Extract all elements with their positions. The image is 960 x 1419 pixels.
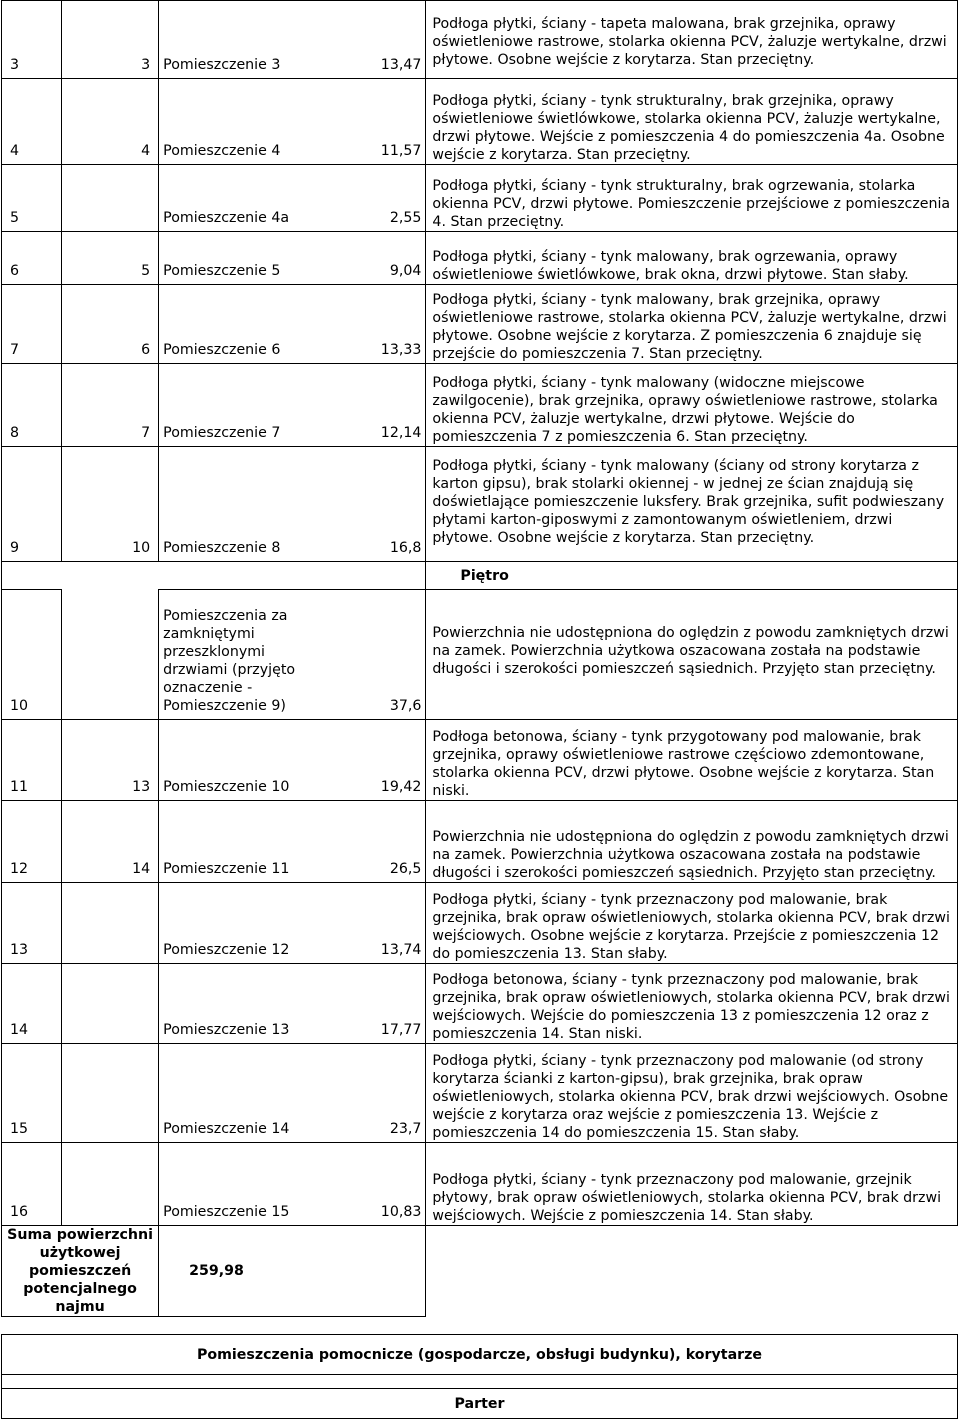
row-number <box>62 1044 159 1143</box>
room-name: Pomieszczenie 13 <box>163 1022 290 1038</box>
summary-label: Suma powierzchni użytkowej pomieszczeń potencjalnego najmu <box>2 1226 159 1317</box>
pietro-row <box>2 562 958 590</box>
row-number: 6 <box>62 285 159 364</box>
table-row <box>2 1 958 79</box>
room-area: 10,83 <box>380 1204 422 1220</box>
row-name <box>159 964 426 1044</box>
row-name <box>159 1143 426 1226</box>
row-name <box>159 364 426 447</box>
floor-label-parter: Parter <box>2 1389 958 1419</box>
section-row <box>2 1335 958 1375</box>
table-row <box>2 232 958 285</box>
room-name: Pomieszczenie 4a <box>163 210 290 226</box>
row-name <box>159 285 426 364</box>
row-number <box>62 964 159 1044</box>
table-row <box>2 165 958 232</box>
row-number <box>62 590 159 720</box>
row-lp: 14 <box>2 964 62 1044</box>
room-area: 23,7 <box>389 1121 422 1137</box>
row-name <box>159 720 426 801</box>
room-name: Pomieszczenie 11 <box>163 861 290 877</box>
table-row <box>2 964 958 1044</box>
row-description: Podłoga płytki, ściany - tynk przeznaczony pod malowanie, brak grzejnika, brak opraw oświetleniowych, stolarka okienna PCV, brak drzwi wejściowych. Osobne wejście z korytarza. Przejście z pomieszczenia 12 do pomieszczenia 13. Stan słaby. <box>426 883 958 964</box>
room-name: Pomieszczenie 10 <box>163 779 290 795</box>
row-name <box>159 79 426 165</box>
summary-desc <box>426 1226 958 1317</box>
row-lp: 6 <box>2 232 62 285</box>
summary-row <box>2 1226 958 1317</box>
room-name: Pomieszczenie 15 <box>163 1204 290 1220</box>
gap-cell <box>2 1375 958 1389</box>
row-lp: 11 <box>2 720 62 801</box>
table-row <box>2 285 958 364</box>
row-name <box>159 1044 426 1143</box>
row-number: 5 <box>62 232 159 285</box>
row-name <box>159 232 426 285</box>
row-lp: 12 <box>2 801 62 883</box>
row-description: Podłoga betonowa, ściany - tynk przygotowany pod malowanie, brak grzejnika, oprawy oświetleniowe rastrowe częściowo zdemontowane, stolarka okienna PCV, drzwi płytowe. Osobne wejście z korytarza. Stan niski. <box>426 720 958 801</box>
row-number: 3 <box>62 1 159 79</box>
row-name <box>159 801 426 883</box>
room-area: 37,6 <box>389 698 422 714</box>
row-name <box>159 165 426 232</box>
row-lp: 5 <box>2 165 62 232</box>
row-number <box>62 165 159 232</box>
table-row <box>2 720 958 801</box>
row-number <box>62 1143 159 1226</box>
room-area: 11,57 <box>380 143 422 159</box>
row-description: Powierzchnia nie udostępniona do oględzin z powodu zamkniętych drzwi na zamek. Powierzchnia użytkowa oszacowana została na podstawie długości i szerokości pomieszczeń sąsiednich. Przyjęto stan przeciętny. <box>426 590 958 720</box>
table-row <box>2 447 958 562</box>
room-area: 16,8 <box>389 540 422 556</box>
row-description: Podłoga płytki, ściany - tynk malowany (ściany od strony korytarza z karton gipsu), brak stolarki okiennej - w jednej ze ścian znajdują się doświetlające pomieszczenie luksfery. Brak grzejnika, sufit podwieszany płytami karton-giposwymi z zamontowanym oświetleniem, drzwi płytowe. Osobne wejście z korytarza. Stan przeciętny. <box>426 447 958 562</box>
row-description: Podłoga płytki, ściany - tynk strukturalny, brak ogrzewania, stolarka okienna PCV, drzwi płytowe. Pomieszczenie przejściowe z pomieszczenia 4. Stan przeciętny. <box>426 165 958 232</box>
row-lp: 3 <box>2 1 62 79</box>
room-area: 13,47 <box>380 57 422 73</box>
table-row <box>2 79 958 165</box>
row-lp: 7 <box>2 285 62 364</box>
room-name: Pomieszczenie 12 <box>163 942 290 958</box>
gap-row <box>2 1375 958 1389</box>
table-row <box>2 364 958 447</box>
room-area: 19,42 <box>380 779 422 795</box>
gap-row <box>2 1317 958 1335</box>
row-description: Podłoga płytki, ściany - tynk przeznaczony pod malowanie, grzejnik płytowy, brak opraw oświetleniowych, stolarka okienna PCV, brak drzwi wejściowych. Wejście z pomieszczenia 14. Stan słaby. <box>426 1143 958 1226</box>
row-description: Podłoga płytki, ściany - tynk malowany, brak grzejnika, oprawy oświetleniowe rastrowe, stolarka okienna PCV, żaluzje wertykalne, drzwi płytowe. Osobne wejście z korytarza. Z pomieszczenia 6 znajduje się przejście do pomieszczenia 7. Stan przeciętny. <box>426 285 958 364</box>
row-description: Podłoga płytki, ściany - tapeta malowana, brak grzejnika, oprawy oświetleniowe rastrowe, stolarka okienna PCV, żaluzje wertykalne, drzwi płytowe. Osobne wejście z korytarza. Stan przeciętny. <box>426 1 958 79</box>
row-name <box>159 883 426 964</box>
room-area: 12,14 <box>380 425 422 441</box>
pietro-spacer <box>2 562 426 590</box>
row-number: 13 <box>62 720 159 801</box>
room-area: 13,33 <box>380 342 422 358</box>
room-area: 9,04 <box>389 263 422 279</box>
floor-label-pietro: Piętro <box>460 567 509 584</box>
room-name: Pomieszczenie 3 <box>163 57 281 73</box>
row-lp: 15 <box>2 1044 62 1143</box>
row-name <box>159 1 426 79</box>
summary-value <box>159 1226 426 1317</box>
table-row <box>2 1044 958 1143</box>
table-row <box>2 801 958 883</box>
room-name: Pomieszczenie 8 <box>163 540 281 556</box>
room-area: 13,74 <box>380 942 422 958</box>
row-lp: 13 <box>2 883 62 964</box>
row-description: Podłoga betonowa, ściany - tynk przeznaczony pod malowanie, brak grzejnika, brak opraw oświetleniowych, stolarka okienna PCV, brak drzwi wejściowych. Wejście do pomieszczenia 13 z pomieszczenia 12 oraz z pomieszczenia 14. Stan niski. <box>426 964 958 1044</box>
summary-total: 259,98 <box>189 1263 244 1279</box>
row-description: Podłoga płytki, ściany - tynk strukturalny, brak grzejnika, oprawy oświetleniowe świetlówkowe, stolarka okienna PCV, żaluzje wertykalne, drzwi płytowe. Wejście z pomieszczenia 4 do pomieszczenia 4a. Osobne wejście z korytarza. Stan przeciętny. <box>426 79 958 165</box>
table-row <box>2 1143 958 1226</box>
room-name: Pomieszczenie 7 <box>163 425 281 441</box>
row-lp: 8 <box>2 364 62 447</box>
table-row <box>2 590 958 720</box>
room-area: 17,77 <box>380 1022 422 1038</box>
gap-cell <box>2 1317 958 1335</box>
room-name: Pomieszczenie 5 <box>163 263 281 279</box>
room-area: 26,5 <box>389 861 422 877</box>
row-name <box>159 590 426 720</box>
row-description: Podłoga płytki, ściany - tynk malowany (widoczne miejscowe zawilgocenie), brak grzejnika, oprawy oświetleniowe rastrowe, stolarka okienna PCV, żaluzje wertykalne, drzwi płytowe. Wejście do pomieszczenia 7 z pomieszczenia 6. Stan przeciętny. <box>426 364 958 447</box>
parter-row <box>2 1389 958 1419</box>
row-description: Podłoga płytki, ściany - tynk malowany, brak ogrzewania, oprawy oświetleniowe świetlówkowe, brak okna, drzwi płytowe. Stan słaby. <box>426 232 958 285</box>
row-lp: 10 <box>2 590 62 720</box>
row-description: Powierzchnia nie udostępniona do oględzin z powodu zamkniętych drzwi na zamek. Powierzchnia użytkowa oszacowana została na podstawie długości i szerokości pomieszczeń sąsiednich. Przyjęto stan przeciętny. <box>426 801 958 883</box>
row-number: 10 <box>62 447 159 562</box>
row-number <box>62 883 159 964</box>
table-row <box>2 883 958 964</box>
room-name: Pomieszczenie 14 <box>163 1121 290 1137</box>
row-lp: 9 <box>2 447 62 562</box>
row-number: 7 <box>62 364 159 447</box>
room-name: Pomieszczenie 6 <box>163 342 281 358</box>
rooms-table <box>1 0 958 1419</box>
row-description: Podłoga płytki, ściany - tynk przeznaczony pod malowanie (od strony korytarza ścianki z karton-gipsu), brak grzejnika, brak opraw oświetleniowych, stolarka okienna PCV, brak drzwi wejściowych. Osobne wejście z korytarza oraz wejście z pomieszczenia 13. Wejście z pomieszczenia 14 do pomieszczenia 15. Stan słaby. <box>426 1044 958 1143</box>
section-title: Pomieszczenia pomocnicze (gospodarcze, obsługi budynku), korytarze <box>2 1335 958 1375</box>
row-name <box>159 447 426 562</box>
room-name: Pomieszczenie 4 <box>163 143 281 159</box>
row-number: 4 <box>62 79 159 165</box>
room-name: Pomieszczenia za zamkniętymi przeszklonymi drzwiami (przyjęto oznaczenie - Pomieszczenie 9) <box>163 608 296 714</box>
row-number: 14 <box>62 801 159 883</box>
pietro-cell <box>426 562 958 590</box>
row-lp: 4 <box>2 79 62 165</box>
row-lp: 16 <box>2 1143 62 1226</box>
room-area: 2,55 <box>389 210 422 226</box>
